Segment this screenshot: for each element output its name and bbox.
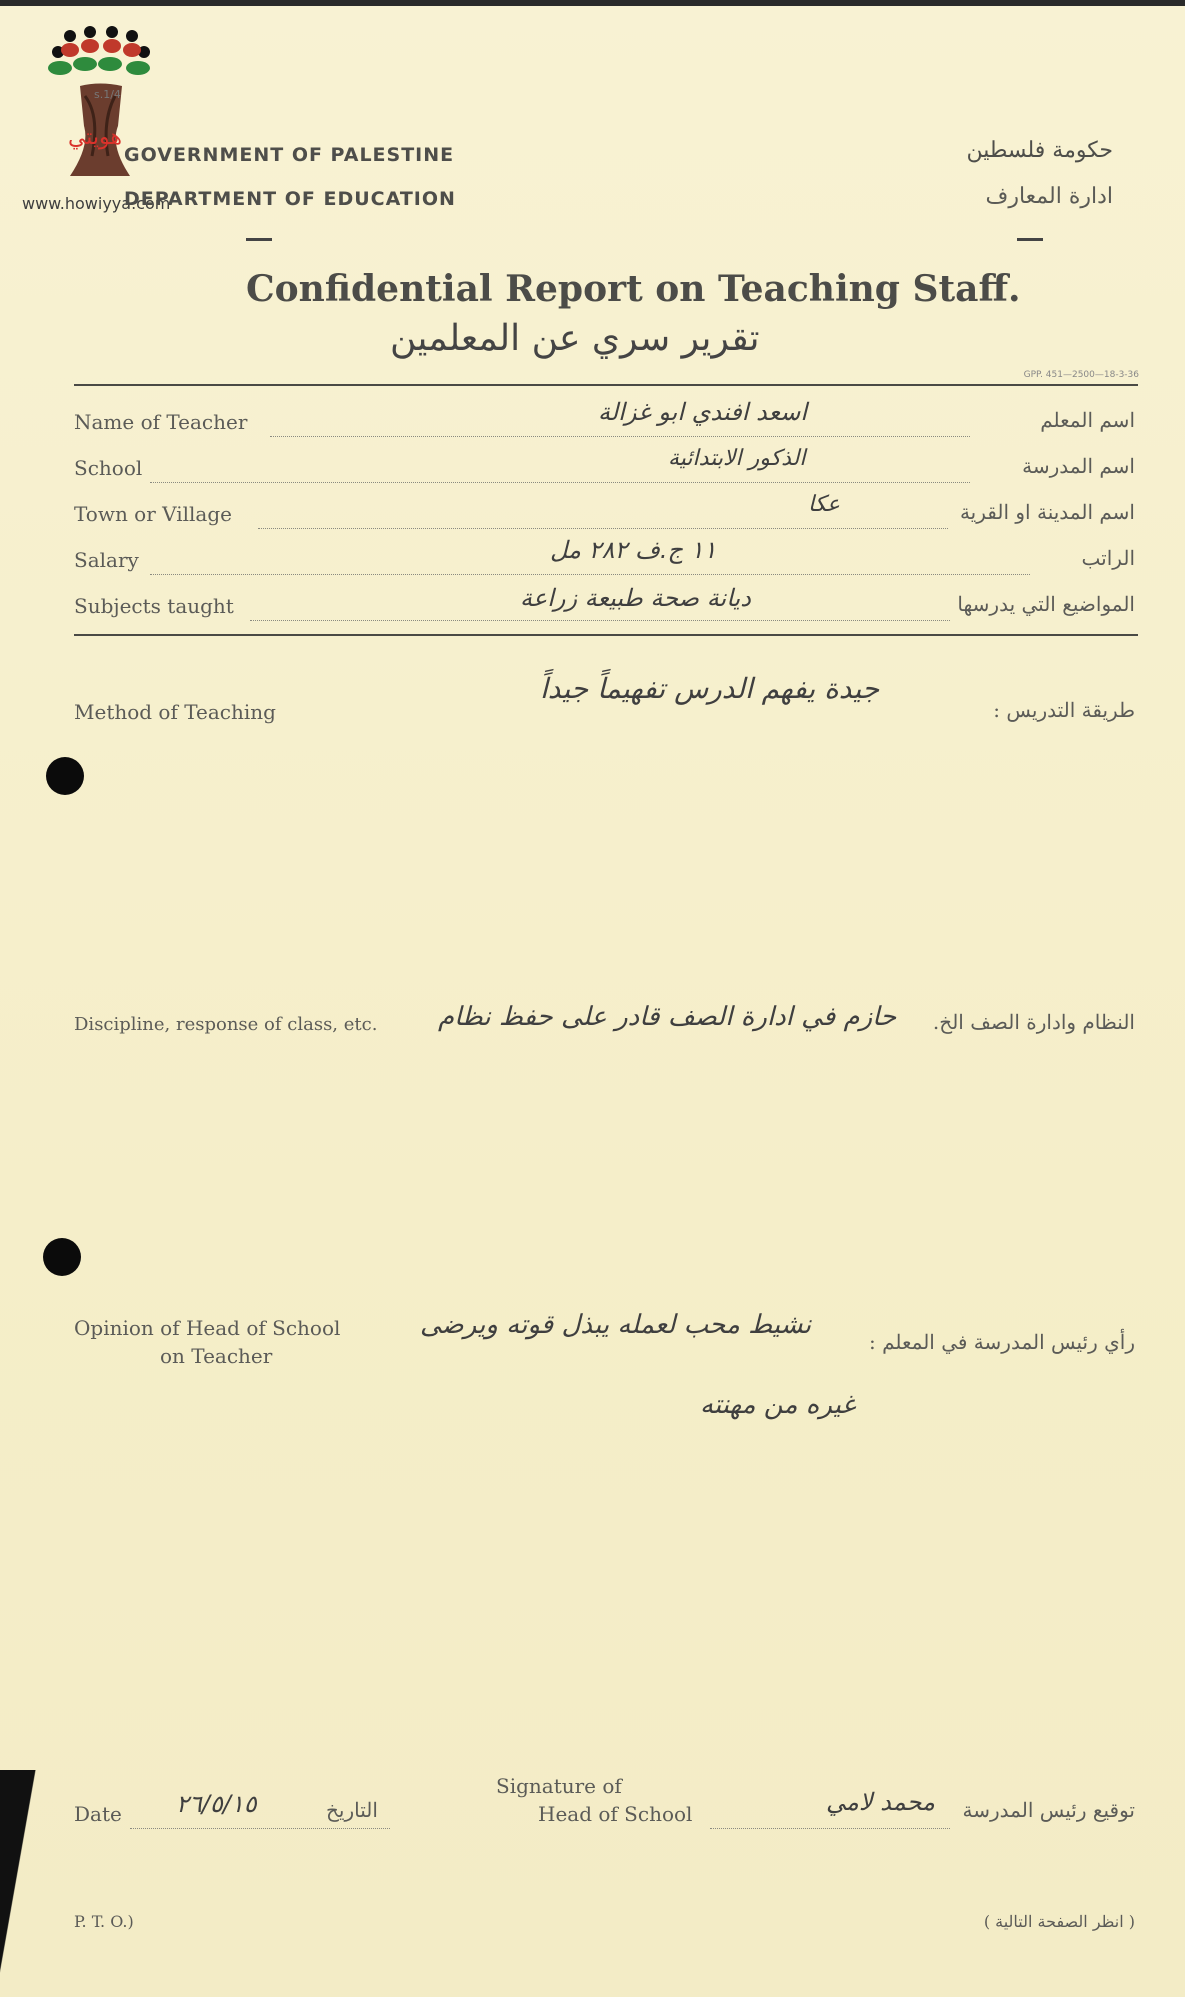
field-value: ديانة صحة طبيعة زراعة xyxy=(520,584,751,612)
field-label-en: Town or Village xyxy=(74,502,232,526)
department-title-ar: ادارة المعارف xyxy=(985,184,1113,209)
report-title-en: Confidential Report on Teaching Staff. xyxy=(246,268,1021,310)
field-label-ar: الراتب xyxy=(1081,546,1135,570)
signature-dotted-line xyxy=(710,1828,950,1829)
field-value: ١١ ج.ف ٢٨٢ مل xyxy=(550,536,717,564)
section-label-ar: طريقة التدريس : xyxy=(993,698,1135,722)
government-title-en: GOVERNMENT OF PALESTINE xyxy=(124,144,455,166)
pto-ar: ( انظر الصفحة التالية ) xyxy=(983,1912,1135,1931)
pto-en: P. T. O.) xyxy=(74,1912,134,1931)
field-dotted-line xyxy=(250,620,950,621)
print-code: GPP. 451—2500—18-3-36 xyxy=(1023,370,1139,380)
section-label-en: Discipline, response of class, etc. xyxy=(74,1014,378,1035)
scan-edge-shadow xyxy=(0,1770,60,1997)
field-dotted-line xyxy=(150,482,970,483)
field-label-en: Name of Teacher xyxy=(74,410,248,434)
header-dash-left xyxy=(246,238,272,241)
section-label-en: Method of Teaching xyxy=(74,700,276,724)
watermark-url: www.howiyya.com xyxy=(22,194,171,213)
field-label-ar: اسم المعلم xyxy=(1040,408,1135,432)
field-label-en: School xyxy=(74,456,143,480)
field-dotted-line xyxy=(150,574,1030,575)
signature-label-en-line1: Signature of xyxy=(496,1774,622,1798)
date-label-ar: التاريخ xyxy=(326,1798,378,1822)
field-label-en: Salary xyxy=(74,548,139,572)
field-value: الذكور الابتدائية xyxy=(668,446,806,471)
date-dotted-line xyxy=(130,1828,390,1829)
date-value: ٢٦/٥/١٥ xyxy=(176,1790,257,1818)
date-label-en: Date xyxy=(74,1802,122,1826)
binder-hole xyxy=(43,1238,81,1276)
report-title-ar: تقرير سري عن المعلمين xyxy=(390,318,760,359)
field-label-en: Subjects taught xyxy=(74,594,234,618)
section-label-ar: النظام وادارة الصف الخ. xyxy=(932,1010,1135,1034)
section-value: حازم في ادارة الصف قادر على حفظ نظام xyxy=(438,1002,897,1032)
section-label-en-line1: Opinion of Head of School xyxy=(74,1316,341,1340)
field-value: عكا xyxy=(808,492,840,517)
government-title-ar: حكومة فلسطين xyxy=(966,138,1113,163)
section-label-ar: رأي رئيس المدرسة في المعلم : xyxy=(868,1330,1135,1354)
section-value: جيدة يفهم الدرس تفهيماً جيداً xyxy=(540,672,880,705)
signature-value: محمد لامي xyxy=(826,1788,935,1816)
header-rule xyxy=(74,384,1138,386)
field-label-ar: المواضيع التي يدرسها xyxy=(957,592,1135,616)
field-value: اسعد افندي ابو غزالة xyxy=(598,398,807,426)
field-label-ar: اسم المدرسة xyxy=(1022,454,1135,478)
binder-hole xyxy=(46,757,84,795)
section-value-line2: غيره من مهنته xyxy=(700,1390,856,1420)
field-label-ar: اسم المدينة او القرية xyxy=(959,500,1135,524)
section-value-line1: نشيط محب لعمله يبذل قوته ويرضى xyxy=(420,1310,812,1340)
form-code: s.1/4 xyxy=(94,88,121,101)
signature-label-ar: توقيع رئيس المدرسة xyxy=(962,1798,1135,1822)
top-edge-band xyxy=(0,0,1185,6)
section-label-en-line2: on Teacher xyxy=(160,1344,273,1368)
department-title-en: DEPARTMENT OF EDUCATION xyxy=(124,188,456,210)
header-dash-right xyxy=(1017,238,1043,241)
field-dotted-line xyxy=(258,528,948,529)
fields-rule xyxy=(74,634,1138,636)
signature-label-en-line2: Head of School xyxy=(538,1802,693,1826)
watermark-logo xyxy=(40,26,170,206)
logo-text: هويتي xyxy=(67,125,123,150)
field-dotted-line xyxy=(270,436,970,437)
